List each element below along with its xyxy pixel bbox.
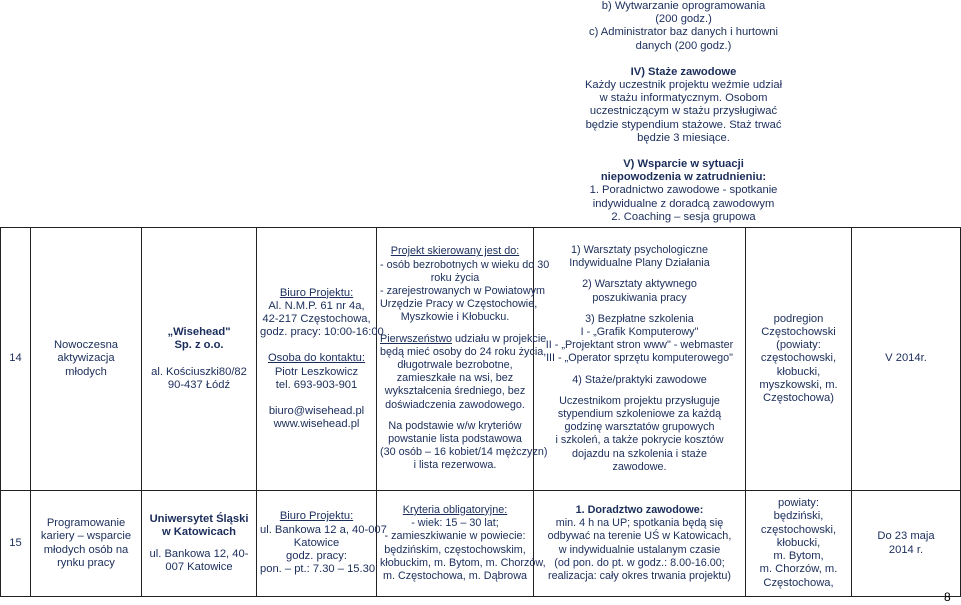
wsparcie-title: niepowodzenia w zatrudnieniu: (600, 171, 767, 184)
row-number: 15 (1, 491, 31, 597)
top-line: (200 godz.) (655, 13, 712, 26)
staze-title: IV) Staże zawodowe (630, 65, 737, 78)
org-name: Uniwersytet Śląski (149, 513, 249, 526)
website-link[interactable]: www.wisehead.pl (273, 418, 360, 431)
project-title: Nowoczesna aktywizacja młodych (31, 228, 142, 491)
top-line: c) Administrator baz danych i hurtowni (588, 26, 779, 39)
wsparcie-line: indywidualne z doradcą zawodowym (592, 197, 775, 210)
support-forms: 1) Warsztaty psychologiczne Indywidualne Plany Działania 2) Warsztaty aktywnego poszukiwania pracy 3) Bezpłatne szkolenia I - „Grafik Komputerowy" II - „Projektant stron www" - webmaster III - „Operator sprzętu komputerowego" 4) Staże/praktyki zawodowe Uczestnikom projektu przysługuje stypendium szkoleniowe za każdą godzinę warsztatów grupowych i szkoleń, a także pokrycie kosztów dojazdu na szkolenia i staże zawodowe. (534, 228, 746, 491)
organizer (142, 228, 257, 491)
office-info: Biuro Projektu: ul. Bankowa 12 a, 40-007 Katowice godz. pracy: pon. – pt.: 7.30 – 15.30 (257, 491, 377, 597)
contact-label: Osoba do kontaktu: (267, 352, 366, 365)
office-info: Biuro Projektu: Al. N.M.P. 61 nr 4a, 42-217 Częstochowa, godz. pracy: 10:00-16:00 Osoba do kontaktu: Piotr Leszkowicz tel. 693-903-901 biuro@wisehead.pl www.wisehead.pl (257, 228, 377, 491)
top-continuation (575, 0, 792, 224)
table-row (1, 491, 961, 597)
staze-line: Każdy uczestnik projektu weźmie udział (584, 79, 783, 92)
org-name: „Wisehead" (167, 326, 231, 339)
biuro-label: Biuro Projektu: (279, 510, 354, 523)
region: powiaty: będziński, częstochowski, kłobucki, m. Bytom, m. Chorzów, m. Częstochowa, (746, 491, 852, 597)
region: podregion Częstochowski (powiaty: częstochowski, kłobucki, myszkowski, m. Częstochowa) (746, 228, 852, 491)
table-row (1, 228, 961, 491)
page-number: 8 (944, 590, 951, 604)
email-link[interactable]: biuro@wisehead.pl (268, 405, 365, 417)
staze-line: w stażu informatycznym. Osobom (599, 92, 768, 105)
project-title: Programowanie kariery – wsparcie młodych osób na rynku pracy (31, 491, 142, 597)
target-group: Kryteria obligatoryjne: - wiek: 15 – 30 lat; - zamieszkiwanie w powiecie: będzińskim, częstochowskim, kłobuckim, m. Bytom, m. Chorzów, m. Częstochowa, m. Dąbrowa (377, 491, 534, 597)
target-group: Projekt skierowany jest do: - osób bezrobotnych w wieku do 30 roku życia - zarejestrowanych w Powiatowym Urzędzie Pracy w Częstochowie, Myszkowie i Kłobucku. Pierwszeństwo udziału w projekcie będą mieć osoby do 24 roku życia, długotrwale bezrobotne, zamieszkałe na wsi, bez wykształcenia średniego, bez doświadczenia zawodowego. Na podstawie w/w kryteriów powstanie lista podstawowa (30 osób – 16 kobiet/14 mężczyzn) i lista rezerwowa. (377, 228, 534, 491)
biuro-label: Biuro Projektu: (279, 286, 354, 299)
wsparcie-title: V) Wsparcie w sytuacji (623, 158, 744, 171)
wsparcie-line: 1. Poradnictwo zawodowe - spotkanie (589, 184, 778, 197)
top-line: danych (200 godz.) (635, 39, 732, 52)
org-address: ul. Bankowa 12, 40- (149, 547, 249, 560)
row-number: 14 (1, 228, 31, 491)
organizer (142, 491, 257, 597)
top-line: b) Wytwarzanie oprogramowania (601, 0, 766, 12)
org-address: 007 Katowice (165, 560, 233, 573)
term: V 2014r. (852, 228, 961, 491)
term: Do 23 maja 2014 r. (852, 491, 961, 597)
staze-line: uczestniczącym w stażu przysługiwać (589, 105, 778, 118)
staze-line: będzie 3 miesiące. (637, 131, 730, 144)
staze-line: będzie stypendium stażowe. Staż trwać (585, 118, 782, 131)
org-name: w Katowicach (162, 526, 236, 539)
org-name: Sp. z o.o. (174, 339, 224, 352)
projects-table (0, 227, 961, 597)
wsparcie-line: 2. Coaching – sesja grupowa (611, 210, 756, 223)
org-address: 90-437 Łódź (167, 378, 231, 391)
org-address: al. Kościuszki80/82 (151, 365, 247, 378)
support-forms: 1. Doradztwo zawodowe: min. 4 h na UP; spotkania będą się odbywać na terenie UŚ w Katowicach, w indywidualnie ustalanym czasie (od pon. do pt. w godz.: 8.00-16.00; realizacja: cały okres trwania projektu) (534, 491, 746, 597)
